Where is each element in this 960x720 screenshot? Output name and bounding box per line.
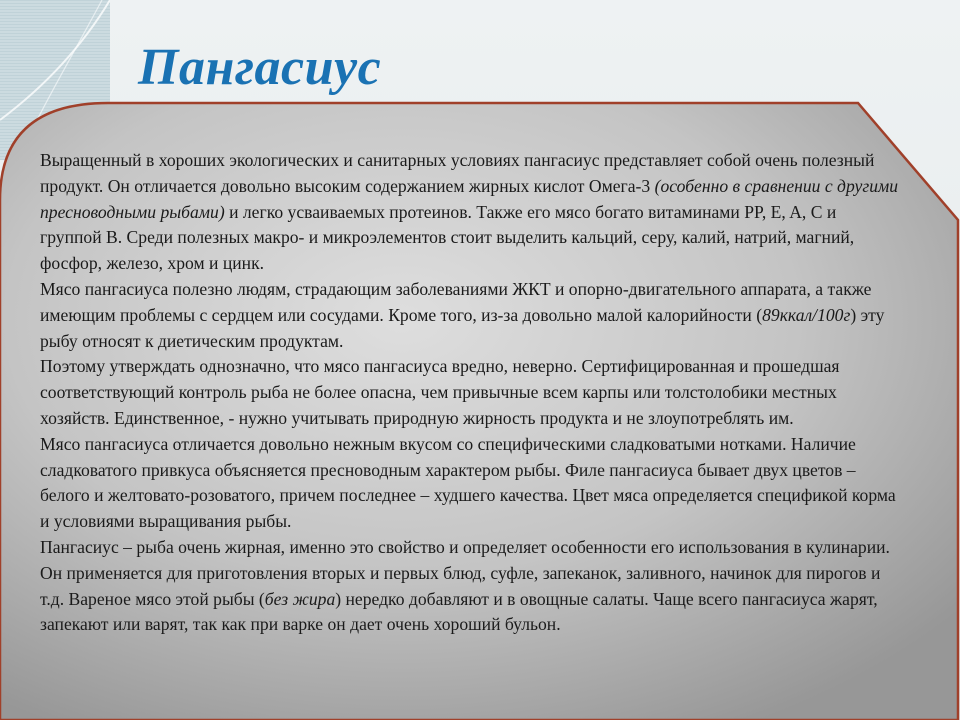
text-run: ) нередко добавляют и в овощные салаты. Чаще всего пангасиуса жарят, запекают или варят, так как при варке он дает очень хороший бульон. (40, 588, 878, 635)
paragraph-2 (40, 277, 900, 354)
paragraph-1 (40, 148, 900, 277)
body-text (40, 148, 900, 638)
text-run: Поэтому утверждать однозначно, что мясо пангасиуса вредно, неверно. Сертифицированная и прошедшая соответствующий контроль рыба не более опасна, чем привычные всем карпы или толстолобики местных хозяйств. Единственное, - нужно учитывать природную жирность продукта и не злоупотреблять им. (40, 356, 840, 428)
italic-run: (особенно в сравнении с другими пресноводными рыбами) (40, 175, 899, 222)
italic-run: 89ккал/100г (762, 304, 851, 325)
paragraph-5 (40, 535, 900, 638)
text-run: Пангасиус – рыба очень жирная, именно это свойство и определяет особенности его использования в кулинарии. Он применяется для приготовления вторых и первых блюд, суфле, запеканок, заливного, начинок для пирогов и т.д. Вареное мясо этой рыбы ( (40, 536, 890, 609)
paragraph-3 (40, 354, 900, 431)
text-run: Выращенный в хороших экологических и санитарных условиях пангасиус представляет собой очень полезный продукт. Он отличается довольно высоким содержанием жирных кислот Омега-3 (40, 150, 875, 196)
text-run: Мясо пангасиуса отличается довольно нежным вкусом со специфическими сладковатыми нотками. Наличие сладковатого привкуса объясняется пресноводным характером рыбы. Филе пангасиуса бывает двух цветов – белого и желтовато-розоватого, причем последнее – худшего качества. Цвет мяса определяется спецификой корма и условиями выращивания рыбы. (40, 433, 896, 532)
page-title: Пангасиус (138, 39, 382, 96)
italic-run: без жира (264, 588, 336, 609)
text-run: ) эту рыбу относят к диетическим продуктам. (40, 304, 885, 351)
text-run: и легко усваиваемых протеинов. Также его мясо богато витаминами PP, E, A, C и группой B. Среди полезных макро- и микроэлементов стоит выделить кальций, серу, калий, натрий, магний, фосфор, железо, хром и цинк. (40, 201, 855, 274)
text-run: Мясо пангасиуса полезно людям, страдающим заболеваниями ЖКТ и опорно-двигательного аппарата, а также имеющим проблемы с сердцем или сосудами. Кроме того, из-за довольно малой калорийности ( (40, 278, 872, 325)
paragraph-4 (40, 432, 900, 535)
